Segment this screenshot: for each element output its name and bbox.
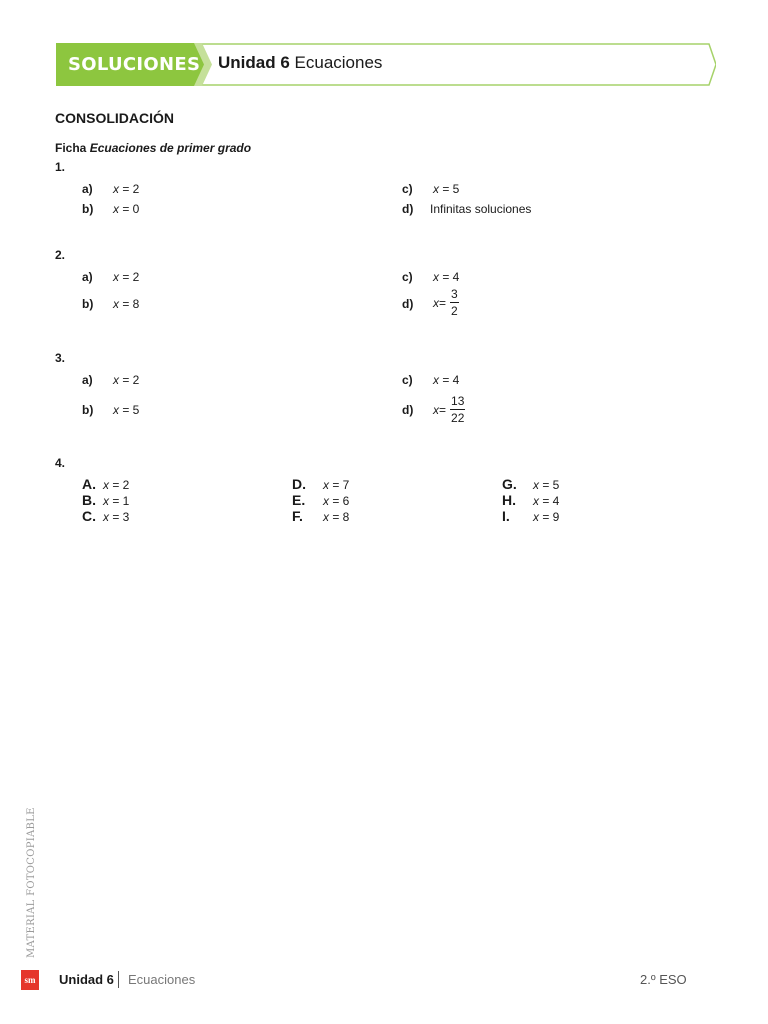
- equals-sign: =: [439, 402, 447, 417]
- item-label: c): [402, 182, 413, 196]
- var-x: x: [323, 510, 329, 524]
- answer-value: = 5: [539, 478, 560, 492]
- item-answer: [113, 202, 139, 216]
- item-answer: [533, 494, 559, 508]
- exercise-4F: [292, 508, 350, 524]
- exercise-4H: [502, 492, 560, 508]
- var-x: x: [103, 478, 109, 492]
- item-label: D.: [292, 476, 306, 492]
- exercise-1d: [402, 202, 532, 216]
- exercise-4G: [502, 476, 560, 492]
- var-x: x: [323, 494, 329, 508]
- answer-value: = 4: [439, 270, 460, 284]
- item-answer: [533, 510, 559, 524]
- sm-logo-icon: sm: [21, 970, 39, 990]
- item-label: a): [82, 373, 93, 387]
- answer-value: = 2: [119, 270, 140, 284]
- var-x: x: [433, 270, 439, 284]
- item-label: B.: [82, 492, 96, 508]
- answer-value: = 2: [119, 182, 140, 196]
- footer-level: 2.º ESO: [640, 972, 687, 987]
- footer-topic: Ecuaciones: [128, 972, 196, 987]
- answer-value: = 2: [109, 478, 130, 492]
- answer-value: = 1: [109, 494, 130, 508]
- var-x: x: [113, 403, 119, 417]
- exercise-4A: [82, 476, 130, 492]
- ficha-name: Ecuaciones de primer grado: [89, 141, 252, 155]
- exercise-3-number: 3.: [55, 351, 66, 365]
- exercise-3d-fraction: [433, 395, 465, 424]
- item-label: d): [402, 202, 414, 216]
- var-x: x: [113, 270, 119, 284]
- item-answer: [103, 510, 129, 524]
- answer-value: = 8: [329, 510, 350, 524]
- exercise-3d-label: d): [402, 403, 414, 417]
- exercise-4-number: 4.: [55, 456, 66, 470]
- exercise-3a: [82, 373, 140, 387]
- item-answer: [433, 373, 459, 387]
- fraction-bar: [450, 409, 465, 410]
- denominator: 22: [451, 411, 465, 425]
- fraction: [450, 395, 465, 424]
- var-x: x: [533, 510, 539, 524]
- item-label: b): [82, 202, 94, 216]
- numerator: 13: [451, 394, 465, 408]
- numerator: 3: [451, 287, 458, 301]
- answer-value: = 2: [119, 373, 140, 387]
- item-label: a): [82, 270, 93, 284]
- item-label: c): [402, 373, 413, 387]
- var-x: x: [113, 373, 119, 387]
- item-label: I.: [502, 508, 510, 524]
- item-label: b): [82, 297, 94, 311]
- var-x: x: [533, 478, 539, 492]
- answer-value: = 7: [329, 478, 350, 492]
- item-answer: [533, 478, 559, 492]
- exercise-4B: [82, 492, 130, 508]
- item-answer: [113, 373, 139, 387]
- item-label: F.: [292, 508, 303, 524]
- topic-label: Ecuaciones: [294, 53, 383, 72]
- item-label: C.: [82, 508, 96, 524]
- exercise-4D: [292, 476, 350, 492]
- item-label: b): [82, 403, 94, 417]
- exercise-2c: [402, 270, 460, 284]
- ficha-title: [55, 141, 251, 155]
- header-banner: [56, 43, 716, 86]
- item-label: H.: [502, 492, 516, 508]
- answer-value: = 9: [539, 510, 560, 524]
- answer-value: = 4: [439, 373, 460, 387]
- material-fotocopiable-label: MATERIAL FOTOCOPIABLE: [26, 807, 37, 958]
- exercise-2b: [82, 297, 140, 311]
- answer-value: = 6: [329, 494, 350, 508]
- item-label: G.: [502, 476, 517, 492]
- ficha-prefix: Ficha: [55, 141, 87, 155]
- exercise-2d-fraction: [433, 288, 459, 317]
- page-title: [218, 53, 382, 73]
- exercise-4I: [502, 508, 560, 524]
- footer-divider: [118, 971, 119, 988]
- var-x: x: [433, 295, 439, 310]
- item-answer: [113, 270, 139, 284]
- var-x: x: [533, 494, 539, 508]
- answer-value: = 4: [539, 494, 560, 508]
- var-x: x: [433, 373, 439, 387]
- item-answer: [433, 270, 459, 284]
- fraction: [450, 288, 459, 317]
- item-answer: [113, 297, 139, 311]
- item-answer: [103, 478, 129, 492]
- item-label: A.: [82, 476, 96, 492]
- denominator: 2: [451, 304, 458, 318]
- item-label: c): [402, 270, 413, 284]
- var-x: x: [113, 182, 119, 196]
- item-answer: [323, 494, 349, 508]
- section-title: CONSOLIDACIÓN: [55, 110, 174, 126]
- answer-value: = 0: [119, 202, 140, 216]
- footer-unit: Unidad 6: [59, 972, 114, 987]
- item-answer: [113, 182, 139, 196]
- exercise-4E: [292, 492, 350, 508]
- exercise-1a: [82, 182, 140, 196]
- answer-value: = 5: [439, 182, 460, 196]
- exercise-1b: [82, 202, 140, 216]
- var-x: x: [103, 510, 109, 524]
- item-label: E.: [292, 492, 306, 508]
- item-answer: [433, 182, 459, 196]
- item-answer: [103, 494, 129, 508]
- answer-value: = 8: [119, 297, 140, 311]
- answer-value: = 5: [119, 403, 140, 417]
- unit-label: Unidad 6: [218, 53, 290, 72]
- exercise-1c: [402, 182, 460, 196]
- soluciones-badge: SOLUCIONES: [68, 54, 201, 75]
- exercise-2-number: 2.: [55, 248, 66, 262]
- var-x: x: [103, 494, 109, 508]
- item-answer: Infinitas soluciones: [430, 202, 532, 216]
- fraction-bar: [450, 302, 459, 303]
- exercise-4C: [82, 508, 130, 524]
- var-x: x: [323, 478, 329, 492]
- exercise-2a: [82, 270, 140, 284]
- var-x: x: [433, 182, 439, 196]
- item-answer: [113, 403, 139, 417]
- var-x: x: [113, 202, 119, 216]
- var-x: x: [433, 402, 439, 417]
- exercise-3b: [82, 403, 140, 417]
- answer-value: = 3: [109, 510, 130, 524]
- exercise-1-number: 1.: [55, 160, 66, 174]
- exercise-3c: [402, 373, 460, 387]
- item-label: a): [82, 182, 93, 196]
- item-answer: [323, 478, 349, 492]
- item-answer: [323, 510, 349, 524]
- equals-sign: =: [439, 295, 447, 310]
- var-x: x: [113, 297, 119, 311]
- exercise-2d-label: d): [402, 297, 414, 311]
